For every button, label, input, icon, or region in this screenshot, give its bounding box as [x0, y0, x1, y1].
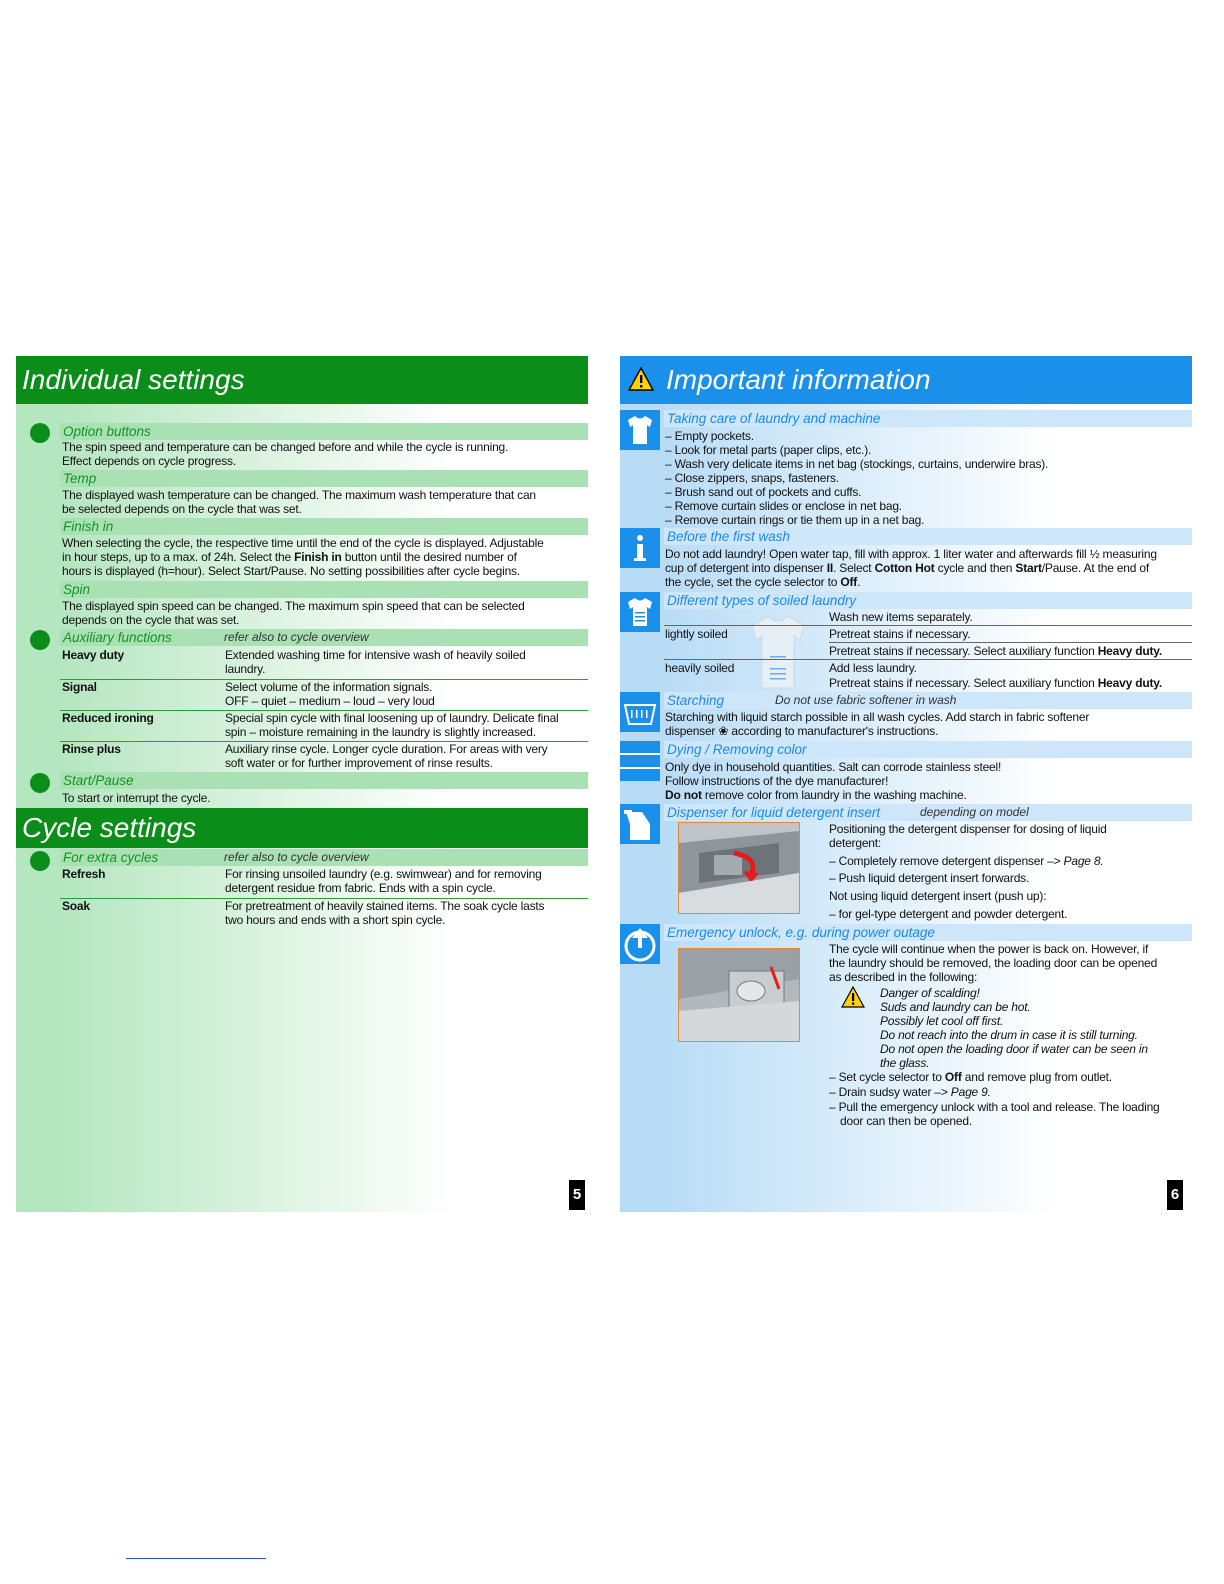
- lightly-soiled-label: lightly soiled: [665, 627, 728, 641]
- cycle-settings-title: Cycle settings: [16, 808, 588, 848]
- taking-care-heading: Taking care of laundry and machine: [664, 410, 1192, 427]
- lightly-soiled-text: Pretreat stains if necessary.: [829, 627, 971, 641]
- divider: [829, 642, 1192, 643]
- warning-icon: [628, 367, 654, 391]
- signal-label: Signal: [62, 680, 97, 694]
- dispenser-line-2: detergent:: [829, 836, 882, 850]
- emergency-intro-3: as described in the following:: [829, 970, 978, 984]
- soiled-new-items: Wash new items separately.: [829, 610, 973, 624]
- shirt-watermark-icon: [748, 608, 808, 690]
- shirt-icon: [620, 410, 660, 450]
- heavily-soiled-text: Add less laundry.: [829, 661, 917, 675]
- important-information-title: Important information: [620, 356, 1192, 404]
- refresh-label: Refresh: [62, 867, 106, 881]
- heavily-soiled-text-2: Pretreat stains if necessary. Select auxiliary function Heavy duty.: [829, 676, 1162, 690]
- reduced-ironing-label: Reduced ironing: [62, 711, 154, 725]
- reduced-ironing-desc-1: Special spin cycle with final loosening up of laundry. Delicate final: [225, 711, 559, 725]
- heavy-duty-desc-2: laundry.: [225, 662, 266, 676]
- temp-text-1: The displayed wash temperature can be changed. The maximum wash temperature that can: [62, 488, 536, 502]
- emergency-step-1: – Set cycle selector to Off and remove plug from outlet.: [829, 1070, 1112, 1084]
- option-buttons-text-2: Effect depends on cycle progress.: [62, 454, 236, 468]
- emergency-unlock-photo: [678, 948, 800, 1042]
- start-pause-heading: Start/Pause: [60, 772, 588, 789]
- soiled-shirt-icon: [620, 592, 660, 632]
- heavily-soiled-label: heavily soiled: [665, 661, 735, 675]
- first-wash-text-2: cup of detergent into dispenser II. Select Cotton Hot cycle and then Start/Pause. At the end of: [665, 561, 1149, 575]
- reduced-ironing-desc-2: spin – moisture remaining in the laundry is slightly increased.: [225, 725, 536, 739]
- dispenser-line-1: Positioning the detergent dispenser for dosing of liquid: [829, 822, 1107, 836]
- dying-text-1: Only dye in household quantities. Salt can corrode stainless steel!: [665, 760, 1002, 774]
- finish-in-text-3: hours is displayed (h=hour). Select Start/Pause. No setting possibilities after cycle begins.: [62, 564, 520, 578]
- option-buttons-text-1: The spin speed and temperature can be changed before and while the cycle is running.: [62, 440, 509, 454]
- finish-in-text-2: in hour steps, up to a max. of 24h. Select the Finish in button until the desired number of: [62, 550, 517, 564]
- lightly-soiled-text-2: Pretreat stains if necessary. Select auxiliary function Heavy duty.: [829, 644, 1162, 658]
- emergency-step-2: – Drain sudsy water –> Page 9.: [829, 1085, 991, 1099]
- dye-icon: [620, 741, 660, 781]
- emergency-warning-1: Danger of scalding!: [880, 986, 980, 1000]
- extra-cycles-heading: For extra cycles refer also to cycle overview: [60, 849, 588, 866]
- first-wash-heading: Before the first wash: [664, 528, 1192, 545]
- rinse-plus-desc-1: Auxiliary rinse cycle. Longer cycle duration. For areas with very: [225, 742, 548, 756]
- green-bullet-icon: [30, 851, 50, 871]
- soak-label: Soak: [62, 899, 90, 913]
- refresh-desc-2: detergent residue from fabric. Ends with a spin cycle.: [225, 881, 496, 895]
- emergency-warning-4: Do not reach into the drum in case it is still turning.: [880, 1028, 1138, 1042]
- emergency-warning-5: Do not open the loading door if water can be seen in: [880, 1042, 1148, 1056]
- emergency-intro-1: The cycle will continue when the power is back on. However, if: [829, 942, 1149, 956]
- left-page: [16, 356, 588, 1212]
- taking-care-item: – Remove curtain rings or tie them up in a net bag.: [665, 513, 925, 527]
- signal-desc-1: Select volume of the information signals.: [225, 680, 433, 694]
- starching-heading: Starching Do not use fabric softener in wash: [664, 692, 1192, 709]
- emergency-heading: Emergency unlock, e.g. during power outage: [664, 924, 1192, 941]
- soak-desc-1: For pretreatment of heavily stained items. The soak cycle lasts: [225, 899, 545, 913]
- individual-settings-title: Individual settings: [16, 356, 588, 404]
- finish-in-text-1: When selecting the cycle, the respective time until the end of the cycle is displayed. Adjustable: [62, 536, 544, 550]
- temp-text-2: be selected depends on the cycle that was set.: [62, 502, 302, 516]
- warning-icon: [841, 986, 865, 1008]
- green-bullet-icon: [30, 423, 50, 443]
- rinse-plus-desc-2: soft water or for further improvement of rinse results.: [225, 756, 493, 770]
- spin-text-1: The displayed spin speed can be changed. The maximum spin speed that can be selected: [62, 599, 525, 613]
- dying-heading: Dying / Removing color: [664, 741, 1192, 758]
- temp-heading: Temp: [60, 470, 588, 487]
- dispenser-line-4: – Push liquid detergent insert forwards.: [829, 871, 1030, 885]
- soiled-laundry-heading: Different types of soiled laundry: [664, 592, 1192, 609]
- right-page: [620, 356, 1192, 1212]
- taking-care-item: – Brush sand out of pockets and cuffs.: [665, 485, 862, 499]
- dispenser-line-3: – Completely remove detergent dispenser –> Page 8.: [829, 854, 1104, 868]
- page-number: 5: [569, 1180, 585, 1210]
- heavy-duty-desc-1: Extended washing time for intensive wash of heavily soiled: [225, 648, 526, 662]
- signal-desc-2: OFF – quiet – medium – loud – very loud: [225, 694, 435, 708]
- emergency-warning-6: the glass.: [880, 1056, 930, 1070]
- emergency-intro-2: the laundry should be removed, the loading door can be opened: [829, 956, 1158, 970]
- emergency-step-3-cont: door can then be opened.: [840, 1114, 972, 1128]
- taking-care-item: – Close zippers, snaps, fasteners.: [665, 471, 839, 485]
- green-bullet-icon: [30, 773, 50, 793]
- dying-text-3: Do not remove color from laundry in the washing machine.: [665, 788, 967, 802]
- basin-icon: [620, 692, 660, 732]
- page-number: 6: [1167, 1180, 1183, 1210]
- starching-text-2: dispenser ❀ according to manufacturer's instructions.: [665, 724, 939, 738]
- divider: [664, 659, 1192, 660]
- starching-text-1: Starching with liquid starch possible in all wash cycles. Add starch in fabric softener: [665, 710, 1090, 724]
- dispenser-photo: [678, 822, 800, 914]
- taking-care-item: – Remove curtain slides or enclose in net bag.: [665, 499, 902, 513]
- start-pause-text: To start or interrupt the cycle.: [62, 791, 211, 805]
- finish-in-heading: Finish in: [60, 518, 588, 535]
- spin-text-2: depends on the cycle that was set.: [62, 613, 240, 627]
- taking-care-item: – Wash very delicate items in net bag (stockings, curtains, underwire bras).: [665, 457, 1049, 471]
- auxiliary-functions-heading: Auxiliary functions refer also to cycle overview: [60, 629, 588, 646]
- green-bullet-icon: [30, 630, 50, 650]
- info-icon: [620, 528, 660, 568]
- soak-desc-2: two hours and ends with a short spin cycle.: [225, 913, 446, 927]
- first-wash-text-3: the cycle, set the cycle selector to Off.: [665, 575, 861, 589]
- refresh-desc-1: For rinsing unsoiled laundry (e.g. swimwear) and for removing: [225, 867, 542, 881]
- emergency-warning-3: Possibly let cool off first.: [880, 1014, 1004, 1028]
- rinse-plus-label: Rinse plus: [62, 742, 121, 756]
- first-wash-text-1: Do not add laundry! Open water tap, fill with approx. 1 liter water and afterwards fill ½ measuring: [665, 547, 1157, 561]
- dispenser-line-5: Not using liquid detergent insert (push up):: [829, 889, 1047, 903]
- divider: [664, 625, 1192, 626]
- taking-care-item: – Look for metal parts (paper clips, etc.).: [665, 443, 872, 457]
- emergency-unlock-icon: [620, 924, 660, 964]
- pour-bottle-icon: [620, 804, 660, 844]
- footer-link-underline: [126, 1558, 266, 1559]
- heavy-duty-label: Heavy duty: [62, 648, 125, 662]
- option-buttons-heading: Option buttons: [60, 423, 588, 440]
- dispenser-line-6: – for gel-type detergent and powder detergent.: [829, 907, 1068, 921]
- emergency-warning-2: Suds and laundry can be hot.: [880, 1000, 1031, 1014]
- taking-care-item: – Empty pockets.: [665, 429, 754, 443]
- spin-heading: Spin: [60, 581, 588, 598]
- dying-text-2: Follow instructions of the dye manufacturer!: [665, 774, 889, 788]
- emergency-step-3: – Pull the emergency unlock with a tool and release. The loading: [829, 1100, 1160, 1114]
- dispenser-heading: Dispenser for liquid detergent insert depending on model: [664, 804, 1192, 821]
